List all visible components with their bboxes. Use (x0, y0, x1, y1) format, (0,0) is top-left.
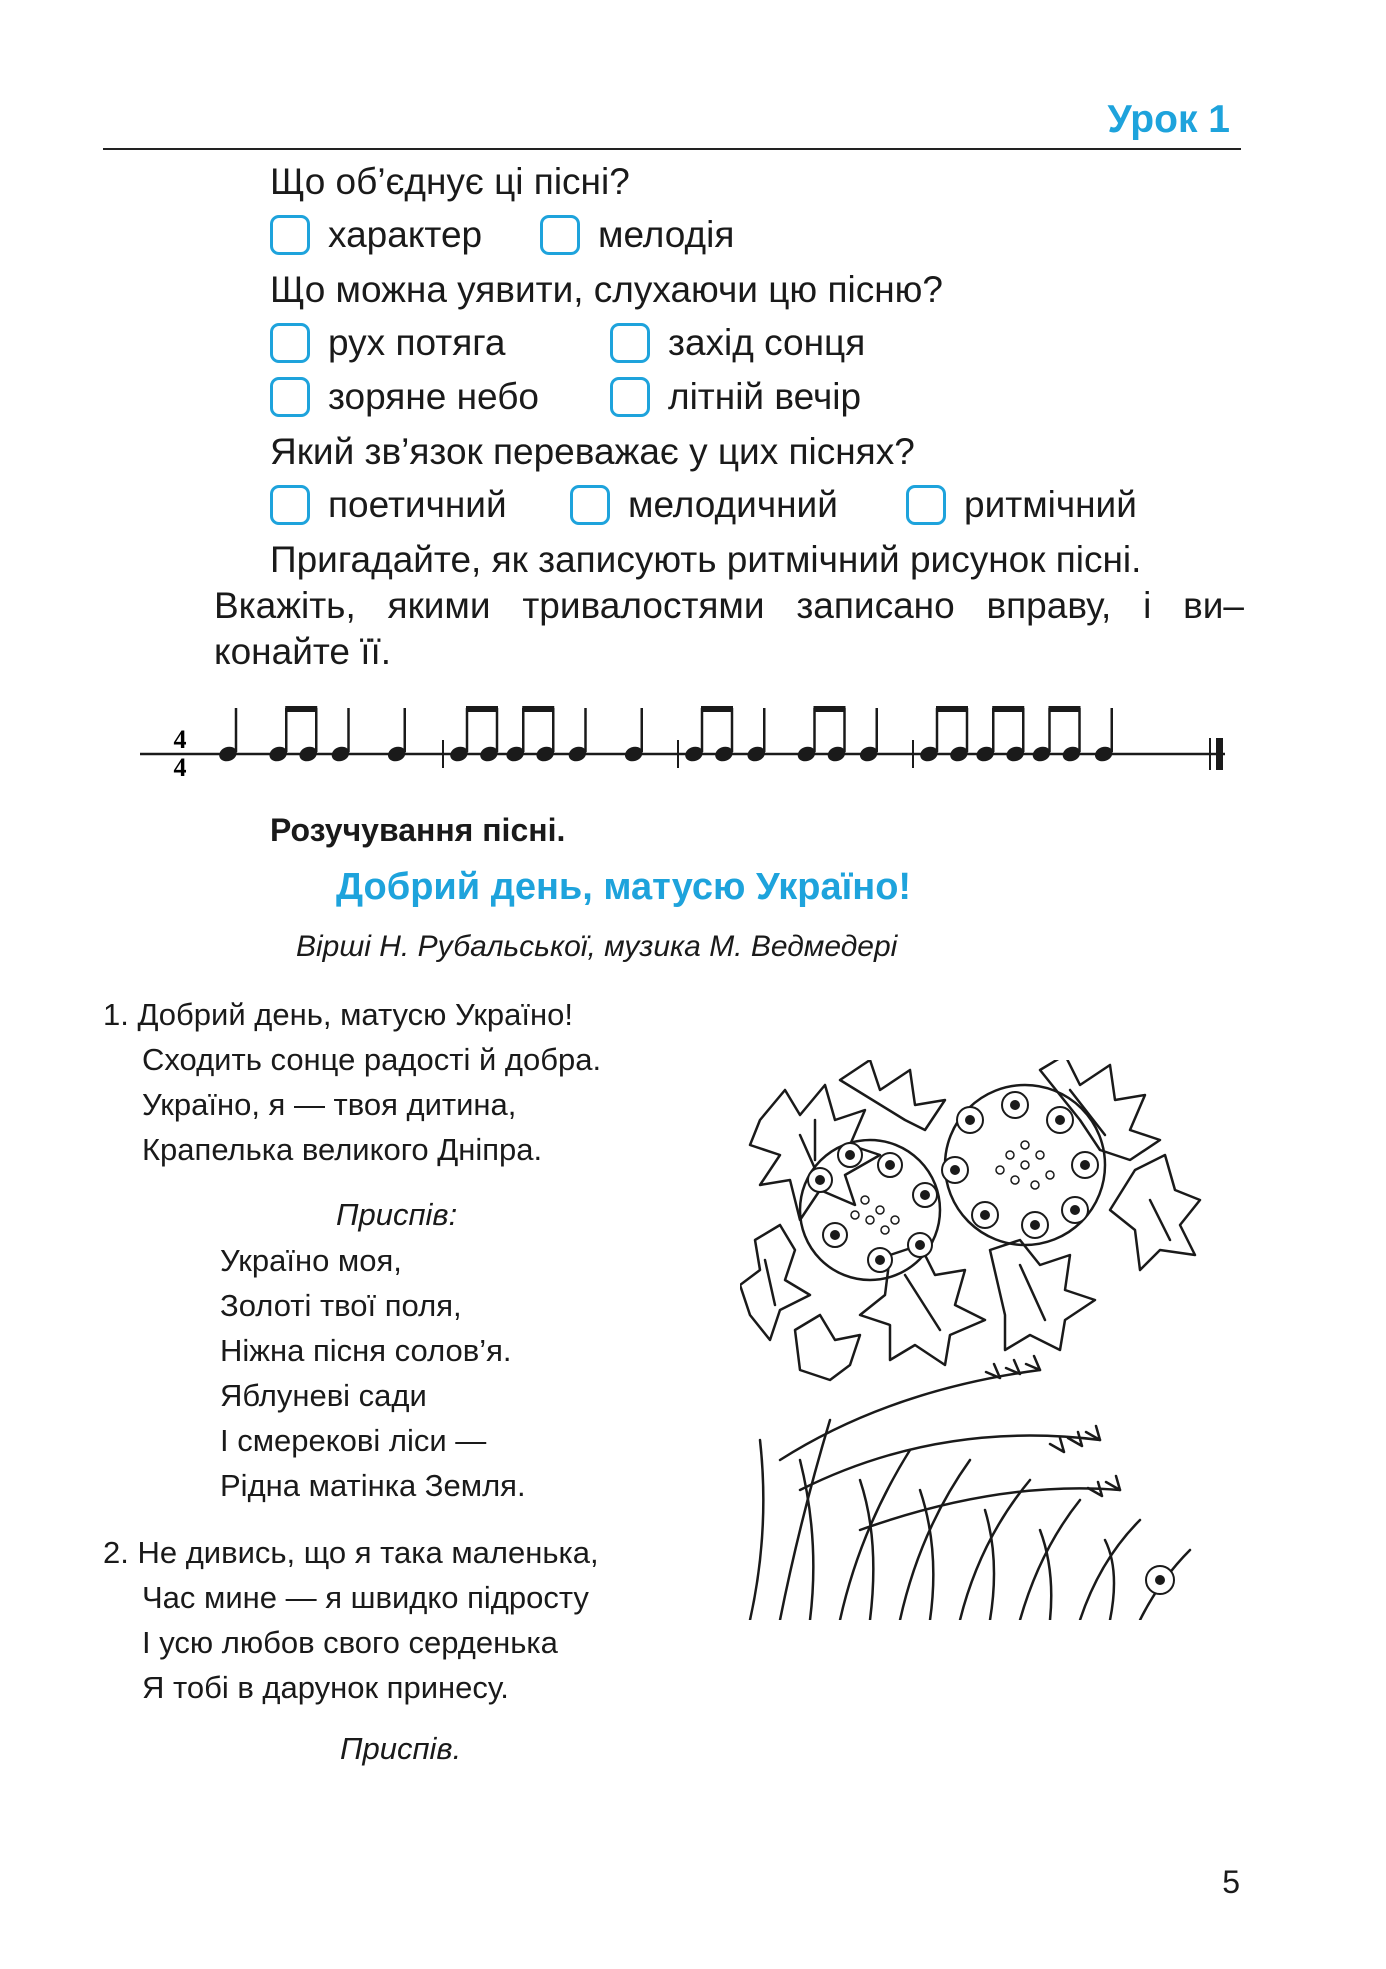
verse-line: Час мине — я швидко підросту (142, 1580, 589, 1615)
chorus-line: Золоті твої поля, (220, 1288, 462, 1323)
verse-line: 1. Добрий день, матусю Україно! (103, 997, 573, 1032)
checkbox[interactable] (570, 485, 610, 525)
note-beam (992, 706, 1024, 712)
option-label: рух потяга (328, 322, 506, 363)
lesson-label: Урок 1 (1107, 98, 1230, 141)
note-beam (701, 706, 733, 712)
q1-option-character[interactable] (270, 214, 482, 256)
verse-2 (103, 1530, 599, 1710)
chorus-line: І смерекові ліси — (220, 1423, 487, 1458)
verse-line: Україно, я — твоя дитина, (142, 1087, 517, 1122)
checkbox[interactable] (270, 215, 310, 255)
note-beam (1049, 706, 1081, 712)
chorus-line: Яблуневі сади (220, 1378, 427, 1413)
q3-option-rhythmic[interactable] (906, 484, 1137, 526)
option-label: мелодія (598, 214, 735, 255)
checkbox[interactable] (540, 215, 580, 255)
checkbox[interactable] (270, 485, 310, 525)
q3-option-melodic[interactable] (570, 484, 838, 526)
option-label: літній вечір (668, 376, 862, 417)
time-signature-bottom: 4 (173, 753, 187, 782)
option-label: ритмічний (964, 484, 1137, 525)
chorus-line: Україно моя, (220, 1243, 402, 1278)
checkbox[interactable] (270, 377, 310, 417)
rhythm-task-line-2: Вкажіть, якими тривалостями записано вправу, і ви– (214, 585, 1244, 626)
q1-option-melody[interactable] (540, 214, 734, 256)
rhythm-notes (217, 706, 1114, 768)
note-beam (285, 706, 317, 712)
question-3: Який зв’язок переважає у цих піснях? (270, 431, 915, 472)
checkbox[interactable] (610, 377, 650, 417)
question-2: Що можна уявити, слухаючи цю пісню? (270, 269, 943, 310)
viburnum-wheat-illustration (740, 1060, 1210, 1620)
verse-line: Сходить сонце радості й добра. (142, 1042, 602, 1077)
note-beam (466, 706, 498, 712)
rhythm-notation (140, 690, 1240, 800)
song-title: Добрий день, матусю Україно! (336, 866, 912, 908)
checkbox[interactable] (906, 485, 946, 525)
chorus-line: Ніжна пісня солов’я. (220, 1333, 512, 1368)
chorus-label: Приспів: (336, 1197, 458, 1232)
q2-option-starry-sky[interactable] (270, 376, 539, 418)
page-number: 5 (1222, 1864, 1240, 1900)
q2-option-sunset[interactable] (610, 322, 865, 364)
verse-line: 2. Не дивись, що я така маленька, (103, 1535, 599, 1570)
option-label: мелодичний (628, 484, 838, 525)
q2-option-train[interactable] (270, 322, 505, 364)
section-title: Розучування пісні. (270, 812, 566, 848)
note-beam (814, 706, 846, 712)
chorus-line: Рідна матінка Земля. (220, 1468, 526, 1503)
chorus (220, 1238, 526, 1508)
time-signature-top: 4 (173, 725, 187, 754)
header-rule (103, 148, 1241, 150)
rhythm-task-line-3: конайте її. (214, 631, 392, 672)
song-credits: Вірші Н. Рубальської, музика М. Ведмедері (296, 930, 898, 963)
verse-line: Я тобі в дарунок принесу. (142, 1670, 509, 1705)
option-label: характер (328, 214, 483, 255)
checkbox[interactable] (610, 323, 650, 363)
final-barline-thick (1216, 738, 1223, 770)
option-label: поетичний (328, 484, 507, 525)
chorus-repeat: Приспів. (340, 1731, 462, 1766)
note-beam (936, 706, 968, 712)
verse-line: Крапелька великого Дніпра. (142, 1132, 543, 1167)
question-1: Що об’єднує ці пісні? (270, 161, 630, 202)
note-beam (522, 706, 554, 712)
rhythm-task-line-1: Пригадайте, як записують ритмічний рисунок пісні. (270, 539, 1142, 580)
option-label: зоряне небо (328, 376, 539, 417)
option-label: захід сонця (668, 322, 866, 363)
q3-option-poetic[interactable] (270, 484, 507, 526)
checkbox[interactable] (270, 323, 310, 363)
verse-1 (103, 992, 601, 1172)
q2-option-summer-evening[interactable] (610, 376, 861, 418)
verse-line: І усю любов свого серденька (142, 1625, 558, 1660)
